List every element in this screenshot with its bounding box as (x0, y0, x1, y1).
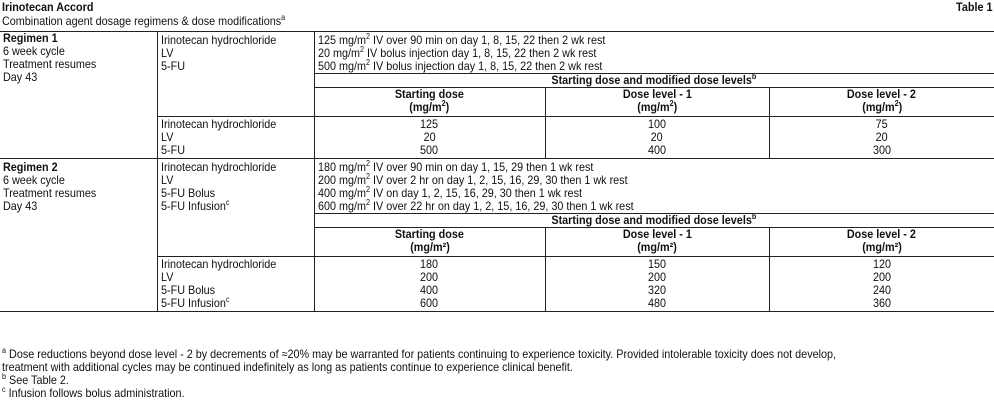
regimen-2-dose-agents (157, 257, 314, 312)
dose-levels-header: Starting dose and modified dose levels$^b$ (314, 214, 994, 228)
agent-label: Irinotecan hydrochloride (160, 117, 276, 131)
footnote-b: $^b$ See Table 2. (2, 372, 69, 387)
regimen-2-agents (157, 159, 314, 257)
dose-value: 20 (423, 130, 436, 144)
schedule-line: 180 $mg/m^2$ IV over 90 min on day 1, 15, 29 then 1 wk rest (317, 159, 593, 174)
table-label: Table 1 (955, 0, 992, 14)
dose-value: 400 (647, 143, 667, 157)
dose-value: 20 (875, 130, 888, 144)
regimen-1-agents (157, 32, 314, 117)
footnote-a-continued: treatment with additional cycles may be continued indefinitely as long as patients continue to experience clinical benefit. (2, 360, 573, 374)
dose-value: 600 (420, 296, 439, 310)
table-header (2, 1, 992, 29)
starting-dose-values (314, 257, 545, 312)
dose-value: 500 (420, 143, 439, 157)
regimen-1-dose-agents (157, 117, 314, 159)
dose-value: 400 (420, 283, 439, 297)
table-row (0, 159, 994, 214)
schedule-line: 600 $mg/m^2$ IV over 22 hr on day 1, 2, 15, 16, 29, 30 then 1 wk rest (317, 198, 634, 213)
agent-label: 5-FU Bolus (160, 186, 215, 200)
dose-value: 480 (647, 296, 667, 310)
dosage-table (0, 31, 994, 312)
agent-label: LV (160, 130, 173, 144)
schedule-line: 125 $mg/m^2$ IV over 90 min on day 1, 8, 15, 22 then 2 wk rest (317, 32, 605, 47)
dose-value: 320 (647, 283, 667, 297)
schedule-line: 400 $mg/m^2$ IV on day 1, 2, 15, 16, 29, 30 then 1 wk rest (317, 185, 582, 200)
level-1-dose-values (545, 257, 769, 312)
agent-label: 5-FU Infusion$^c$ (160, 295, 229, 310)
schedule-line: 200 $mg/m^2$ IV over 2 hr on day 1, 2, 15, 16, 29, 30 then 1 wk rest (317, 172, 628, 187)
dose-value: 120 (872, 257, 891, 271)
col-head-level-2: Dose level - 2 $(mg/m^2)$ (769, 88, 994, 117)
table-caption: Combination agent dosage regimens & dose modifications$^a$ (2, 13, 286, 28)
dose-levels-header: Starting dose and modified dose levels$^b$ (314, 74, 994, 88)
agent-label: LV (160, 270, 173, 284)
col-head-starting: Starting dose $(mg/m^2)$ (314, 88, 545, 117)
regimen-2-cell (0, 159, 157, 312)
dose-value: 200 (647, 270, 667, 284)
agent-label: Irinotecan hydrochloride (160, 160, 276, 174)
footnote-c: $^c$ Infusion follows bolus administration. (2, 385, 185, 400)
agent-label: 5-FU Infusion$^c$ (160, 198, 229, 213)
dose-value: 240 (872, 283, 891, 297)
dose-value: 75 (875, 117, 888, 131)
schedule-line: 500 $mg/m^2$ IV bolus injection day 1, 8, 15, 22 then 2 wk rest (317, 58, 602, 73)
col-head-level-2: Dose level - 2 (mg/m²) (769, 228, 994, 257)
col-head-level-1: Dose level - 1 $(mg/m^2)$ (545, 88, 769, 117)
regimen-2-desc-line: 6 week cycle (3, 173, 65, 187)
dose-value: 360 (872, 296, 891, 310)
regimen-2-desc-line: Treatment resumes (3, 186, 97, 200)
regimen-2-schedules (314, 159, 994, 214)
regimen-1-name: Regimen 1 (3, 31, 58, 45)
starting-dose-values (314, 117, 545, 159)
document-title: Irinotecan Accord (2, 0, 94, 14)
level-2-dose-values (769, 257, 994, 312)
col-head-starting: Starting dose (mg/m²) (314, 228, 545, 257)
regimen-2-desc-line: Day 43 (3, 199, 38, 213)
dose-value: 150 (647, 257, 667, 271)
footnote-a: $^a$ Dose reductions beyond dose level - 2 by decrements of ≈20% may be warranted for patients continuing to experience toxicity. Provided intolerable toxicity does not develop, (2, 346, 837, 361)
footnote-ref-a: a (281, 13, 286, 22)
agent-label: 5-FU (160, 143, 185, 157)
regimen-1-desc-line: Day 43 (3, 70, 38, 84)
level-1-dose-values (545, 117, 769, 159)
regimen-1-desc-line: Treatment resumes (3, 57, 97, 71)
dose-value: 200 (872, 270, 891, 284)
dose-value: 20 (650, 130, 664, 144)
agent-label: 5-FU (160, 59, 185, 73)
regimen-2-name: Regimen 2 (3, 160, 58, 174)
regimen-1-schedules (314, 32, 994, 74)
agent-label: 5-FU Bolus (160, 283, 215, 297)
agent-label: LV (160, 46, 173, 60)
footnotes (2, 348, 992, 400)
dose-value: 100 (647, 117, 667, 131)
dose-value: 180 (420, 257, 439, 271)
col-head-level-1: Dose level - 1 (mg/m²) (545, 228, 769, 257)
level-2-dose-values (769, 117, 994, 159)
table-row (0, 32, 994, 74)
dose-value: 125 (420, 117, 439, 131)
agent-label: LV (160, 173, 173, 187)
regimen-1-cell (0, 32, 157, 159)
dose-value: 200 (420, 270, 439, 284)
dose-value: 300 (872, 143, 891, 157)
agent-label: Irinotecan hydrochloride (160, 33, 276, 47)
schedule-line: 20 $mg/m^2$ IV bolus injection day 1, 8, 15, 22 then 2 wk rest (317, 45, 596, 60)
regimen-1-desc-line: 6 week cycle (3, 44, 65, 58)
agent-label: Irinotecan hydrochloride (160, 257, 276, 271)
